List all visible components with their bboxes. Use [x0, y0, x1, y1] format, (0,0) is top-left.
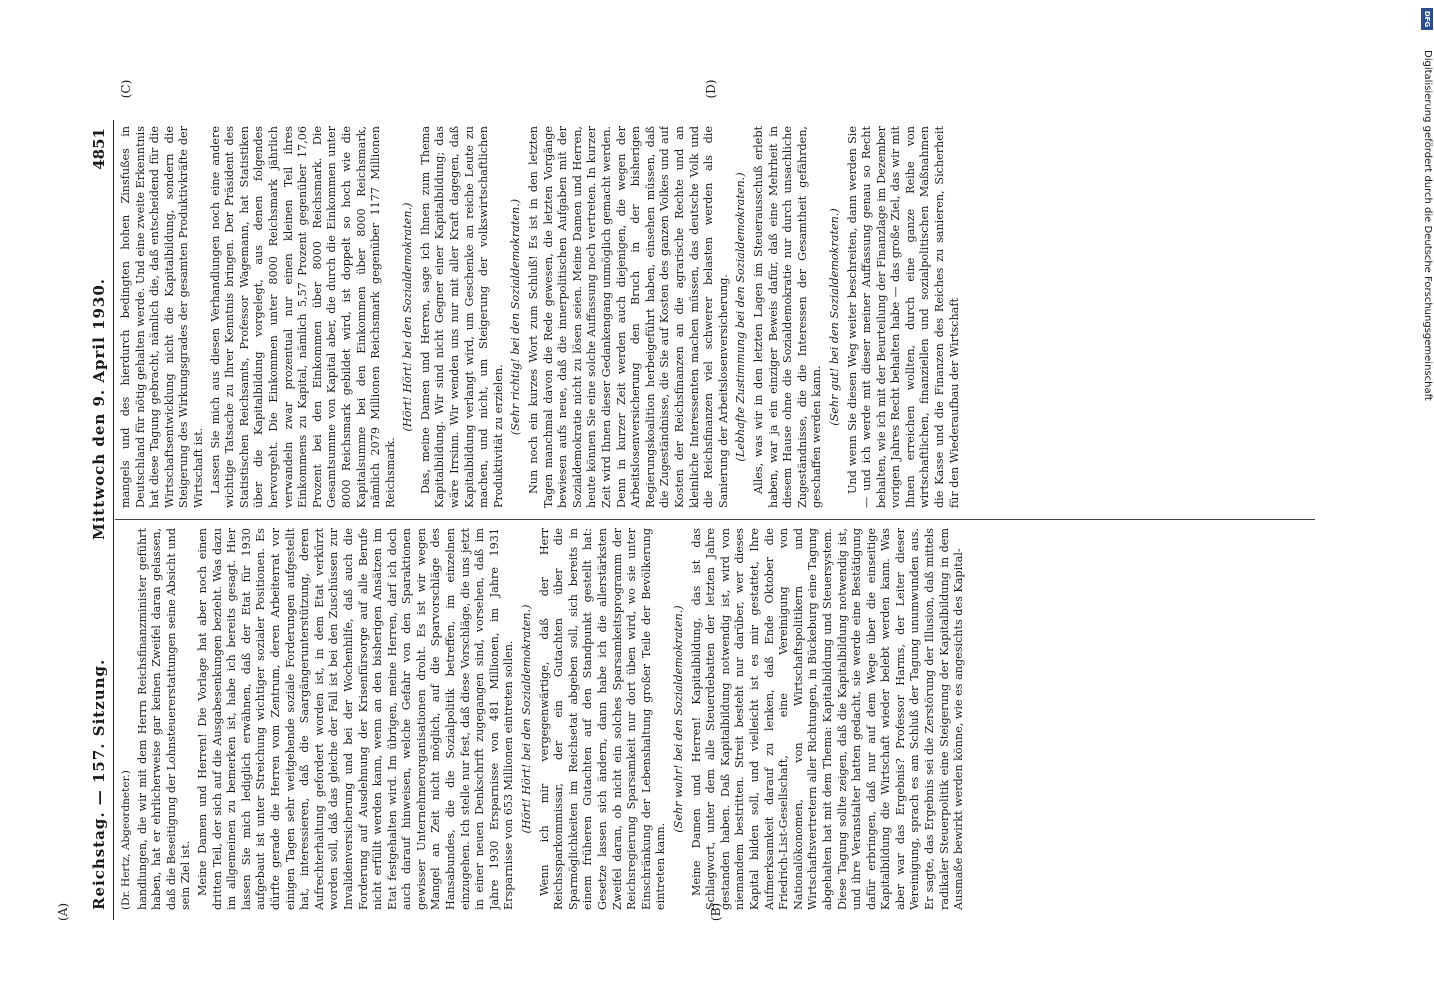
- header-date: Mittwoch den 9. April 1930.: [90, 278, 108, 540]
- paragraph: Und wenn Sie diesen Weg weiter beschreiten, dann werden Sie — und ich werde mit dieser meiner Auffassung genau so Recht behalten, wie ich mit der Beurteilung der Finanzlage im Dezember vorigen Jahres Recht behalten habe — das große Ziel, das wir mit Ihnen erreichen wollten, durch eine ganze Reihe von wirtschaftlichen, finanziellen und sozialpolitischen Maßnahmen die Kasse und die Finanzen des Reiches zu sanieren, Sicherheit für den Wiederaufbau der Wirtschaft: [845, 126, 961, 508]
- interjection: (Hört! Hört! bei den Sozialdemokraten.): [520, 604, 534, 834]
- speaker-note: (Dr. Hertz, Abgeordneter.): [120, 770, 132, 910]
- paragraph: Nun noch ein kurzes Wort zum Schluß! Es ist in den letzten Tagen manchmal davon die Rede gewesen, die letzten Vorgänge bewiesen aufs neue, daß die innerpolitischen Aufgaben mit der Sozialdemokratie nicht zu lösen seien. Meine Damen und Herren, heute können Sie eine solche Auffassung noch vertreten. In kurzer Zeit wird Ihnen dieser Gedankengang unmöglich gemacht werden. Denn in kurzer Zeit werden auch diejenigen, die wegen der Arbeitslosenversicherung den Bruch in der bisherigen Regierungskoalition herbeigeführt haben, einsehen müssen, daß die Zugeständnisse, die Sie auf Kosten des ganzen Volkes und auf Kosten der Reichsfinanzen an die agrarische Rechte und an kleinliche Interessenten machen müssen, das deutsche Volk und die Reichsfinanzen viel schwerer belasten werden als die Sanierung der Arbeitslosenversicherung.: [527, 126, 730, 508]
- page-header: [85, 120, 114, 920]
- interjection: (Sehr wahr! bei den Sozialdemokraten.): [671, 605, 685, 833]
- page-number: 4851: [90, 128, 108, 170]
- paragraph: Lassen Sie mich aus diesen Verhandlungen noch eine andere wichtige Tatsache zu Ihrer Kenntnis bringen. Der Präsident des Statistischen Reichsamts, Professor Wagemann, hat Statistiken über die Kapitalbildung vorgelegt, aus denen folgendes hervorgeht. Die Einkommen unter 8000 Reichsmark jährlich verwandeln zwar prozentual nur einen kleinen Teil ihres Einkommens zu Kapital, nämlich 5,57 Prozent gegenüber 17,06 Prozent bei den Einkommen über 8000 Reichsmark. Die Gesamtsumme von Kapital aber, die durch die Einkommen unter 8000 Reichsmark gebildet wird, ist doppelt so hoch wie die Kapitalsumme bei den Einkommen über 8000 Reichsmark, nämlich 2079 Millionen Reichsmark gegenüber 1177 Millionen Reichsmark.: [208, 126, 397, 508]
- margin-marker-b: (B): [709, 902, 723, 922]
- paragraph: Wenn ich mir vergegenwärtige, daß der Herr Reichssparkommissar, der ein Gutachten über die Sparmöglichkeiten im Reichsetat abgeben soll, sich bereits in einem früheren Gutachten auf den Standpunkt gestellt hat: Gesetze lassen sich ändern, dann habe ich die allerstärksten Zweifel daran, ob nicht ein solches Sparsamkeitsprogramm der Reichsregierung Sparsamkeit nur dort üben wird, wo sie unter Einschränkung der Lebenshaltung großer Teile der Bevölkerung eintreten kann.: [537, 528, 668, 910]
- text-column-right: [119, 126, 1315, 508]
- margin-marker-a: (A): [56, 902, 70, 922]
- interjection: (Hört! Hört! bei den Sozialdemokraten.): [401, 202, 415, 432]
- paragraph: Das, meine Damen und Herren, sage ich Ihnen zum Thema Kapitalbildung. Wir sind nicht Gegner einer Kapitalbildung; das wäre Irrsinn. Wir wenden uns nur mit aller Kraft dagegen, daß Kapitalbildung verlangt wird, um Geschenke an reiche Leute zu machen, und nicht, um Steigerung der volkswirtschaftlichen Produktivität zu erzielen.: [418, 126, 505, 508]
- paragraph: mangels und des hierdurch bedingten hohen Zinsfußes in Deutschland für nötig gehalten werde. Und eine zweite Erkenntnis hat diese Tagung gebracht, nämlich die, daß entscheidend für die Wirtschaftsentwicklung nicht die Kapitalbildung, sondern die Steigerung des Wirkungsgrades der gesamten Produktivkräfte der Wirtschaft ist.: [119, 126, 205, 508]
- paragraph: Meine Damen und Herren! Die Vorlage hat aber noch einen dritten Teil, der sich auf die Ausgabesenkungen bezieht. Was dazu im allgemeinen zu bemerken ist, habe ich bereits gesagt. Hier lassen Sie mich lediglich erwähnen, daß der Etat für 1930 aufgebaut ist unter Streichung wichtiger sozialer Positionen. Es dürfte gerade die Herren vom Zentrum, deren Arbeiterrat vor einigen Tagen sehr weitgehende soziale Forderungen aufgestellt hat, interessieren, daß die Saargängerunterstützung, deren Aufrechterhaltung gefordert worden ist, in dem Etat verkürzt worden soll, daß das gleiche der Fall ist bei den Zuschüssen zur Invalidenversicherung und bei der Wochenhilfe, daß auch die Forderung auf Ausdehnung der Krisenfürsorge auf alle Berufe nicht erfüllt werden kann, wenn an den bisherigen Ansätzen im Etat festgehalten wird. Im übrigen, meine Herren, darf ich doch auch darauf hinweisen, welche Gefahr von den Sparaktionen gewisser Unternehmerorganisationen droht. Es ist wir wegen Mangel an Zeit nicht möglich, auf die Sparvorschläge des Hansabundes, die die Sozialpolitik betreffen, im einzelnen einzugehen. Ich stelle nur fest, daß diese Vorschläge, die uns jetzt in einer neuen Denkschrift zugegangen sind, vorsehen, daß im Jahre 1930 Ersparnisse von 481 Millionen, im Jahre 1931 Ersparnisse von 653 Millionen eintreten sollen.: [195, 528, 516, 910]
- dfg-logo: DFG: [1421, 8, 1433, 30]
- column-divider: [115, 519, 1315, 520]
- document-page: [85, 120, 1315, 920]
- paragraph: Alles, was wir in den letzten Lagen im Steuerausschuß erlebt haben, war ja ein einziger Beweis dafür, daß eine Mehrheit in diesem Hause ohne die Sozialdemokratie nur durch unsachliche Zugeständnisse, die die Interessen der Gesamtheit gefährden, geschaffen werden kann.: [751, 126, 824, 508]
- interjection: (Sehr richtig! bei den Sozialdemokraten.): [509, 198, 523, 436]
- header-title: Reichstag. — 157. Sitzung.: [90, 658, 108, 910]
- paragraph: Meine Damen und Herren! Kapitalbildung, das ist das Schlagwort, unter dem alle Steuerdebatten der letzten Jahre gestanden haben. Daß Kapitalbildung notwendig ist, wird von niemandem bestritten. Streit besteht nur darüber, wer dieses Kapital bilden soll, und vielleicht ist es mir gestattet, Ihre Aufmerksamkeit darauf zu lenken, daß Ende Oktober die Friedrich-List-Gesellschaft, eine Vereinigung von Nationalökonomen, von Wirtschaftspolitikern und Wirtschaftsvertretern aller Richtungen, in Bückeburg eine Tagung abgehalten hat mit dem Thema: Kapitalbildung und Steuersystem. Diese Tagung sollte zeigen, daß die Kapitalbildung notwendig ist, und ihre Veranstalter hatten gedacht, sie werde eine Bestätigung dafür erbringen, daß nur auf dem Wege über die einseitige Kapitalbildung die Wirtschaft wieder belebt werden kann. Was aber war das Ergebnis? Professor Harms, der Leiter dieser Vereinigung, sprach es am Schluß der Tagung unumwunden aus. Er sagte, das Ergebnis sei die Zerstörung der Illusion, daß mittels radikaler Steuerpolitik eine Steigerung der Kapitalbildung in dem Ausmaße bewirkt werden könne, wie es angesichts des Kapital-: [689, 528, 966, 910]
- interjection: (Sehr gut! bei den Sozialdemokraten.): [827, 208, 841, 426]
- paragraph: handlungen, die wir mit dem Herrn Reichsfinanzminister geführt haben, hat er ehrlicherweise gar keinen Zweifel daran gelassen, daß die Beseitigung der Lohnsteuererstattungen seine Absicht und sein Ziel ist.: [135, 528, 193, 910]
- digitization-note: Digitalisierung gefördert durch die Deutsche Forschungsgemeinschaft: [1422, 50, 1433, 401]
- margin-marker-c: (C): [119, 79, 133, 99]
- interjection: (Lebhafte Zustimmung bei den Sozialdemokraten.): [734, 172, 748, 462]
- margin-marker-d: (D): [704, 79, 718, 99]
- text-column-left: [119, 528, 1315, 910]
